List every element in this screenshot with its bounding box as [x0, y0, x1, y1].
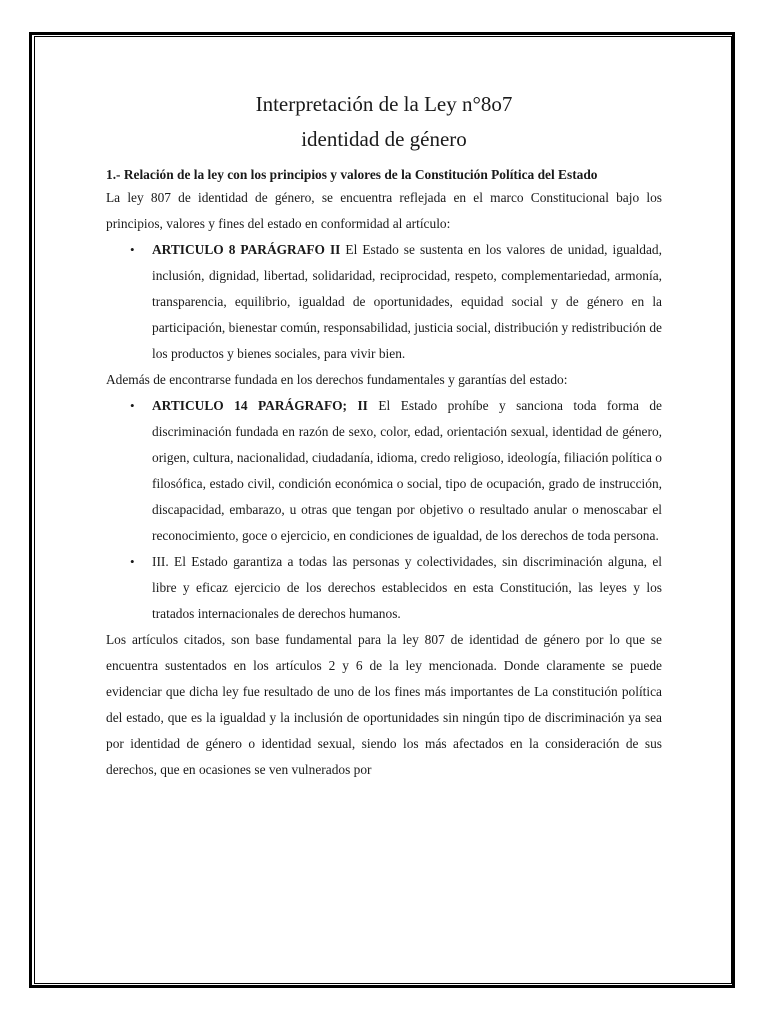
section-heading: 1.- Relación de la ley con los principios y valores de la Constitución Política del Estado — [106, 167, 598, 182]
list-item-article-14 — [130, 393, 662, 549]
paragraph-intro: La ley 807 de identidad de género, se encuentra reflejada en el marco Constitucional bajo los principios, valores y fines del estado en conformidad al artículo: — [106, 190, 662, 231]
paragraph-analysis: Los artículos citados, son base fundamental para la ley 807 de identidad de género por lo que se encuentra sustentados en los artículos 2 y 6 de la ley mencionada. Donde claramente se puede evidenciar que dicha ley fue resultado de uno de los fines más importantes de La constitución política del estado, que es la igualdad y la inclusión de oportunidades sin ningún tipo de discriminación ya sea por identidad de género o identidad sexual, siendo los más afectados en la consideración de sus derechos, que en ocasiones se ven vulnerados por — [106, 632, 662, 777]
document-title: Interpretación de la Ley n°8o7 — [255, 92, 513, 116]
article-text: El Estado se sustenta en los valores de unidad, igualdad, inclusión, dignidad, libertad, solidaridad, reciprocidad, respeto, complementariedad, armonía, transparencia, equilibrio, igualdad de oportunidades, equidad social y de género en la participación, bienestar común, responsabilidad, justicia social, distribución y redistribución de los productos y bienes sociales, para vivir bien. — [152, 242, 662, 361]
bullet-icon: • — [130, 554, 135, 569]
article-list-2 — [106, 393, 662, 627]
article-text: III. El Estado garantiza a todas las personas y colectividades, sin discriminación alguna, el libre y eficaz ejercicio de los derechos establecidos en esta Constitución, las leyes y los tratados internacionales de derechos humanos. — [152, 554, 662, 621]
paragraph-fundamentals: Además de encontrarse fundada en los derechos fundamentales y garantías del estado: — [106, 372, 568, 387]
list-item-paragraph-iii — [130, 549, 662, 627]
article-label: ARTICULO 8 PARÁGRAFO II — [152, 242, 341, 257]
document-body — [106, 88, 662, 783]
bullet-icon: • — [130, 398, 135, 413]
article-label: ARTICULO 14 PARÁGRAFO; II — [152, 398, 368, 413]
article-list-1 — [106, 237, 662, 367]
article-text: El Estado prohíbe y sanciona toda forma de discriminación fundada en razón de sexo, color, edad, orientación sexual, identidad de género, origen, cultura, nacionalidad, ciudadanía, idioma, credo religioso, ideología, filiación política o filosófica, estado civil, condición económica o social, tipo de ocupación, grado de instrucción, discapacidad, embarazo, u otras que tengan por objetivo o resultado anular o menoscabar el reconocimiento, goce o ejercicio, en condiciones de igualdad, de los derechos de toda persona. — [152, 398, 662, 543]
document-subtitle: identidad de género — [301, 127, 467, 151]
list-item-article-8 — [130, 237, 662, 367]
bullet-icon: • — [130, 242, 135, 257]
